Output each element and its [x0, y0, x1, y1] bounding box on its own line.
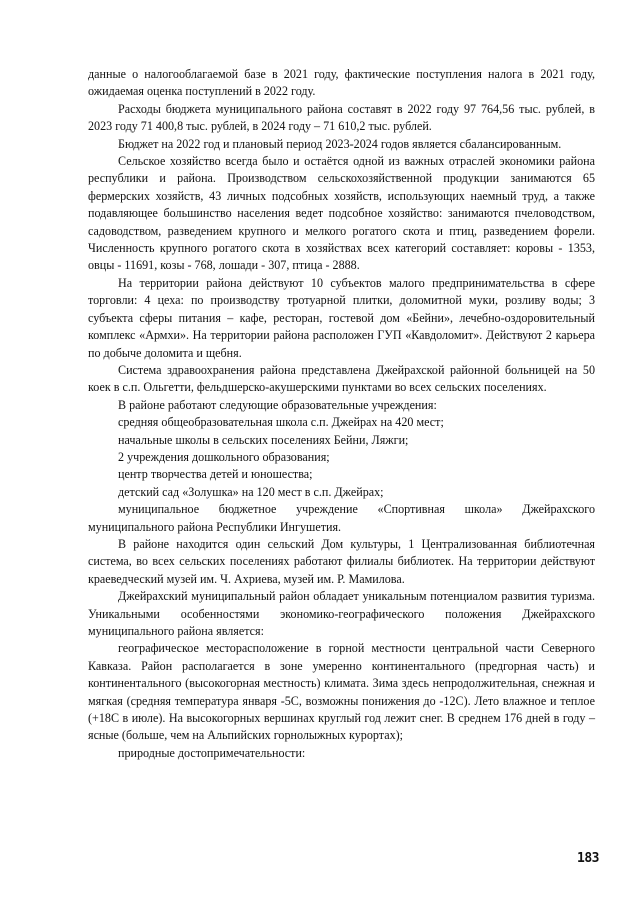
paragraph-geography: географическое месторасположение в горной местности центральной части Северного Кавказа. Район располагается в зоне умеренно континентального (предгорная часть) и континентального (высокогорная местность) климата. Зима здесь непродолжительная, снежная и мягкая (средняя температура января -5С, возможны понижения до -12С). Лето влажное и теплое (+18С в июле). На высокогорных вершинах круглый год лежит снег. В среднем 176 дней в году – ясные (больше, чем на Альпийских горнолыжных курортах);	[88, 641, 595, 743]
paragraph-tourism: Джейрахский муниципальный район обладает уникальным потенциалом развития туризма. Уникальными особенностями экономико-географического положения Джейрахского муниципального района является:	[88, 589, 595, 638]
paragraph-education-intro: В районе работают следующие образовательные учреждения:	[118, 397, 437, 412]
paragraph-culture: В районе находится один сельский Дом культуры, 1 Централизованная библиотечная система, во всех сельских поселениях работают филиалы библиотек. На территории действуют краеведческий музей им. Ч. Ахриева, музей им. Р. Мамилова.	[88, 536, 595, 586]
paragraph-tax-base: данные о налогооблагаемой базе в 2021 году, фактические поступления налога в 2021 году, ожидаемая оценка поступлений в 2022 году.	[88, 67, 595, 99]
page-number: 183	[577, 851, 599, 866]
paragraph-agriculture: Сельское хозяйство всегда было и остаётся одной из важных отраслей экономики района республики и района. Производством сельскохозяйственной продукции занимаются 65 фермерских хозяйств, 43 личных подсобных хозяйств, использующих наемный труд, а также подавляющее большинство населения ведет подсобное хозяйство: занимаются пчеловодством, садоводством, разведением крупного и мелкого рогатого скота и птиц, разведением форели. Численность крупного рогатого скота в хозяйствах всех категорий составляет: коровы - 1353, овцы - 11691, козы - 768, лошади - 307, птица - 2888.	[88, 154, 595, 273]
list-item-kindergarten: детский сад «Золушка» на 120 мест в с.п. Джейрах;	[118, 484, 384, 499]
paragraph-landmarks: природные достопримечательности:	[118, 745, 306, 760]
list-item-sports-school: муниципальное бюджетное учреждение «Спортивная школа» Джейрахского муниципального района Республики Ингушетия.	[88, 502, 595, 534]
list-item-primary-schools: начальные школы в сельских поселениях Бейни, Ляжги;	[118, 432, 409, 447]
list-item-preschool: 2 учреждения дошкольного образования;	[118, 449, 330, 464]
body-text	[88, 66, 595, 762]
paragraph-budget-balanced: Бюджет на 2022 год и плановый период 2023-2024 годов является сбалансированным.	[118, 136, 562, 151]
paragraph-healthcare: Система здравоохранения района представлена Джейрахской районной больницей на 50 коек в с.п. Ольгетти, фельдшерско-акушерскими пунктами во всех сельских поселениях.	[88, 362, 595, 395]
list-item-school: средняя общеобразовательная школа с.п. Джейрах на 420 мест;	[118, 415, 444, 430]
paragraph-budget-expenses: Расходы бюджета муниципального района составят в 2022 году 97 764,56 тыс. рублей, в 2023 году 71 400,8 тыс. рублей, в 2024 году – 71 610,2 тыс. рублей.	[88, 101, 595, 134]
list-item-youth-center: центр творчества детей и юношества;	[118, 467, 313, 482]
paragraph-small-business: На территории района действуют 10 субъектов малого предпринимательства в сфере торговли: 4 цеха: по производству тротуарной плитки, доломитной муки, розливу воды; 3 субъекта сферы питания – кафе, ресторан, гостевой дом «Бейни», лечебно-оздоровительный комплекс «Армхи». На территории района расположен ГУП «Кавдоломит». Действуют 2 карьера по добыче доломита и щебня.	[88, 275, 595, 360]
